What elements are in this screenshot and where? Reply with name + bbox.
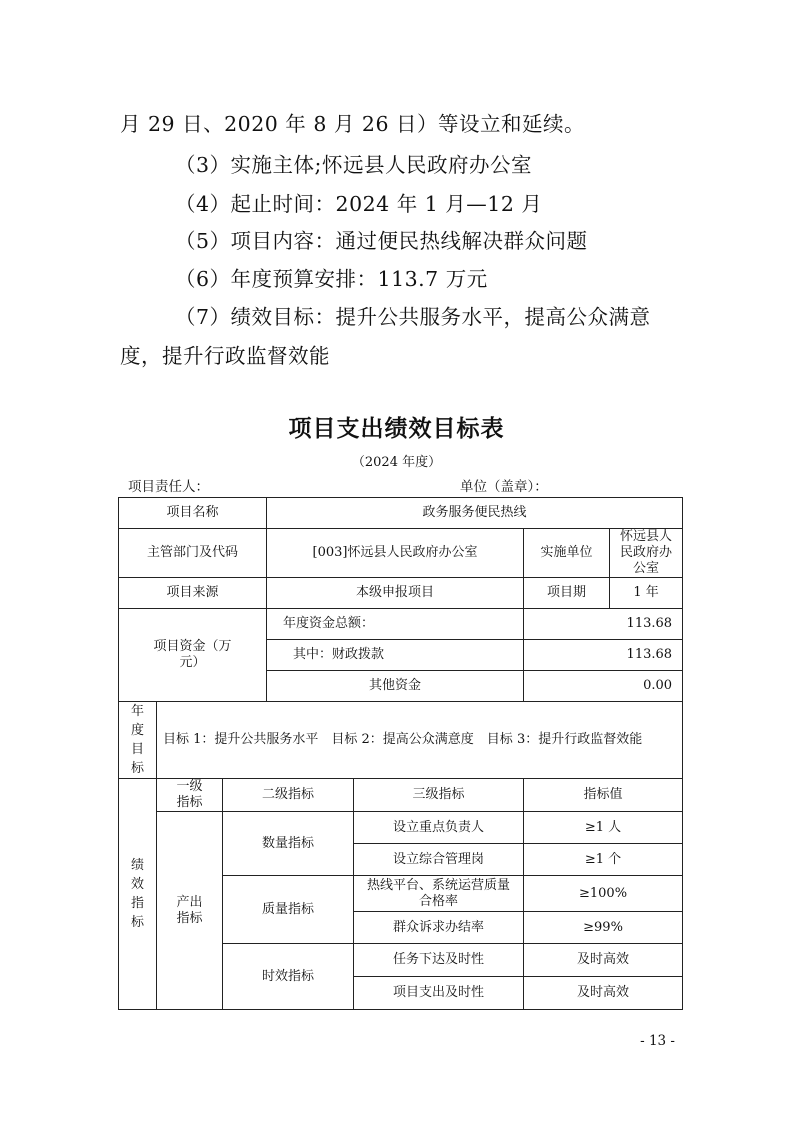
indicator-value-header: 指标值 [524,779,683,812]
fiscal-allocation-label: 其中：财政拨款 [267,640,524,671]
indicator-value: 及时高效 [524,944,683,977]
level1-header: 一级指标 [157,779,223,812]
project-source-value: 本级申报项目 [267,578,524,609]
body-line-7: 度，提升行政监督效能 [120,344,330,368]
annual-total-funds-value: 113.68 [524,609,683,640]
body-line-4: （5）项目内容：通过便民热线解决群众问题 [175,229,588,253]
timeliness-indicator-label: 时效指标 [223,944,354,1010]
quality-indicator-label: 质量指标 [223,876,354,944]
other-funds-label: 其他资金 [267,671,524,702]
project-period-value: 1 年 [610,578,683,609]
body-line-1: 月 29 日、2020 年 8 月 26 日）等设立和延续。 [120,112,585,136]
body-line-2: （3）实施主体;怀远县人民政府办公室 [175,153,532,177]
annual-goal-label: 年度目标 [119,702,157,779]
fiscal-allocation-value: 113.68 [524,640,683,671]
project-source-label: 项目来源 [119,578,267,609]
performance-indicator-label: 绩效指标 [119,779,157,1010]
project-name-value: 政务服务便民热线 [267,498,683,529]
body-line-3: （4）起止时间：2024 年 1 月—12 月 [175,192,543,216]
quantity-indicator-label: 数量指标 [223,812,354,876]
annual-total-funds-label: 年度资金总额： [267,609,524,640]
indicator-value: ≥1 个 [524,844,683,876]
indicator-value: ≥100% [524,876,683,912]
indicator-name: 项目支出及时性 [354,977,524,1010]
indicator-value: ≥99% [524,912,683,944]
body-line-5: （6）年度预算安排：113.7 万元 [175,267,488,291]
other-funds-value: 0.00 [524,671,683,702]
project-funds-label: 项目资金（万元） [119,609,267,702]
indicator-value: ≥1 人 [524,812,683,844]
department-value: [003]怀远县人民政府办公室 [267,529,524,578]
implementing-unit-label: 实施单位 [524,529,610,578]
project-period-label: 项目期 [524,578,610,609]
level2-header: 二级指标 [223,779,354,812]
indicator-name: 热线平台、系统运营质量合格率 [354,876,524,912]
indicator-name: 设立综合管理岗 [354,844,524,876]
department-label: 主管部门及代码 [119,529,267,578]
project-name-label: 项目名称 [119,498,267,529]
table-title: 项目支出绩效目标表 [288,416,505,442]
responsible-person-label: 项目责任人： [128,479,209,495]
annual-goal-text: 目标 1：提升公共服务水平 目标 2：提高公众满意度 目标 3：提升行政监督效能 [157,702,683,779]
level3-header: 三级指标 [354,779,524,812]
implementing-unit-value: 怀远县人民政府办公室 [610,529,683,578]
unit-seal-label: 单位（盖章）： [460,479,548,495]
year-note: （2024 年度） [351,455,442,470]
indicator-name: 任务下达及时性 [354,944,524,977]
indicator-name: 设立重点负责人 [354,812,524,844]
performance-target-table [118,497,683,1010]
output-indicator-label: 产出指标 [157,812,223,1010]
indicator-value: 及时高效 [524,977,683,1010]
body-line-6: （7）绩效目标：提升公共服务水平，提高公众满意 [175,305,651,329]
indicator-name: 群众诉求办结率 [354,912,524,944]
page-number: - 13 - [640,1033,675,1049]
